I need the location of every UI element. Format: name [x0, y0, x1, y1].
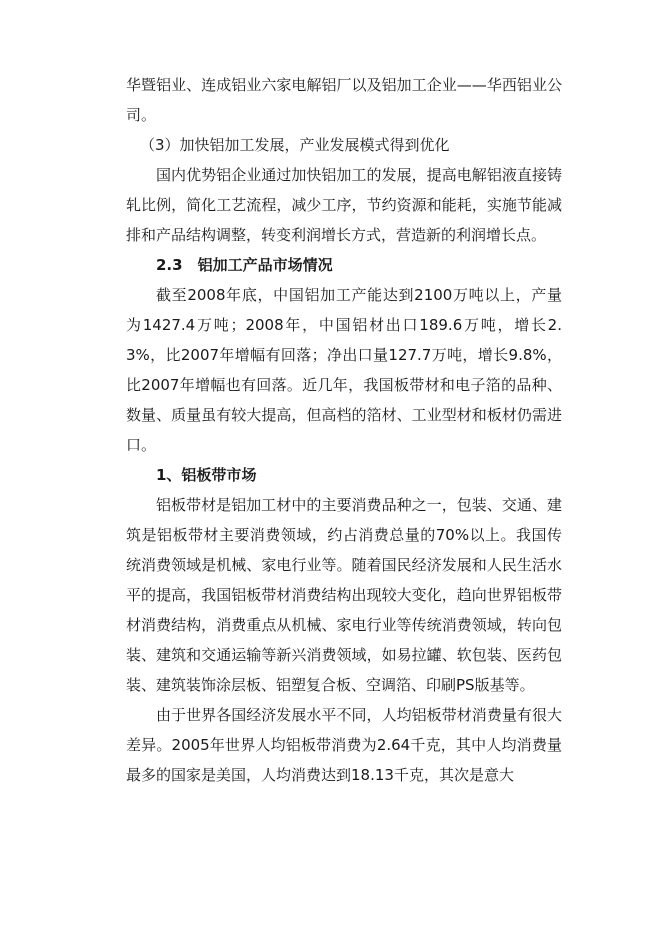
section-heading-2-3: 2.3 铝加工产品市场情况 [156, 256, 333, 274]
paragraph-market-2008: 截至2008年底，中国铝加工产能达到2100万吨以上，产量为1427.4万吨；2008年，中国铝材出口189.6万吨，增长2.3%，比2007年增幅有回落；净出口量127.7万吨，增长9.8%，比2007年增幅也有回落。近几年，我国板带材和电子箔的品种、数量、质量虽有较大提高，但高档的箔材、工业型材和板材仍需进口。 [126, 286, 562, 454]
paragraph-aluminum-processing: 国内优势铝企业通过加快铝加工的发展，提高电解铝液直接铸轧比例，简化工艺流程，减少工序，节约资源和能耗，实施节能减排和产品结构调整，转变利润增长方式，营造新的利润增长点。 [126, 166, 562, 244]
paragraph-continuation: 华暨铝业、连成铝业六家电解铝厂以及铝加工企业——华西铝业公司。 [126, 76, 562, 124]
paragraph-sheet-consumption: 铝板带材是铝加工材中的主要消费品种之一，包装、交通、建筑是铝板带材主要消费领域，约占消费总量的70%以上。我国传统消费领域是机械、家电行业等。随着国民经济发展和人民生活水平的提高，我国铝板带材消费结构出现较大变化，趋向世界铝板带材消费结构，消费重点从机械、家电行业等传统消费领域，转向包装、建筑和交通运输等新兴消费领域，如易拉罐、软包装、医药包装、建筑装饰涂层板、铝塑复合板、空调箔、印刷PS版基等。 [126, 496, 562, 694]
document-page [126, 70, 562, 790]
paragraph-per-capita: 由于世界各国经济发展水平不同，人均铝板带材消费量有很大差异。2005年世界人均铝板带消费为2.64千克，其中人均消费量最多的国家是美国，人均消费达到18.13千克，其次是意大 [126, 706, 562, 784]
section-heading-sheet-market: 1、铝板带市场 [156, 466, 257, 484]
subsection-item-3: （3）加快铝加工发展，产业发展模式得到优化 [140, 136, 450, 154]
